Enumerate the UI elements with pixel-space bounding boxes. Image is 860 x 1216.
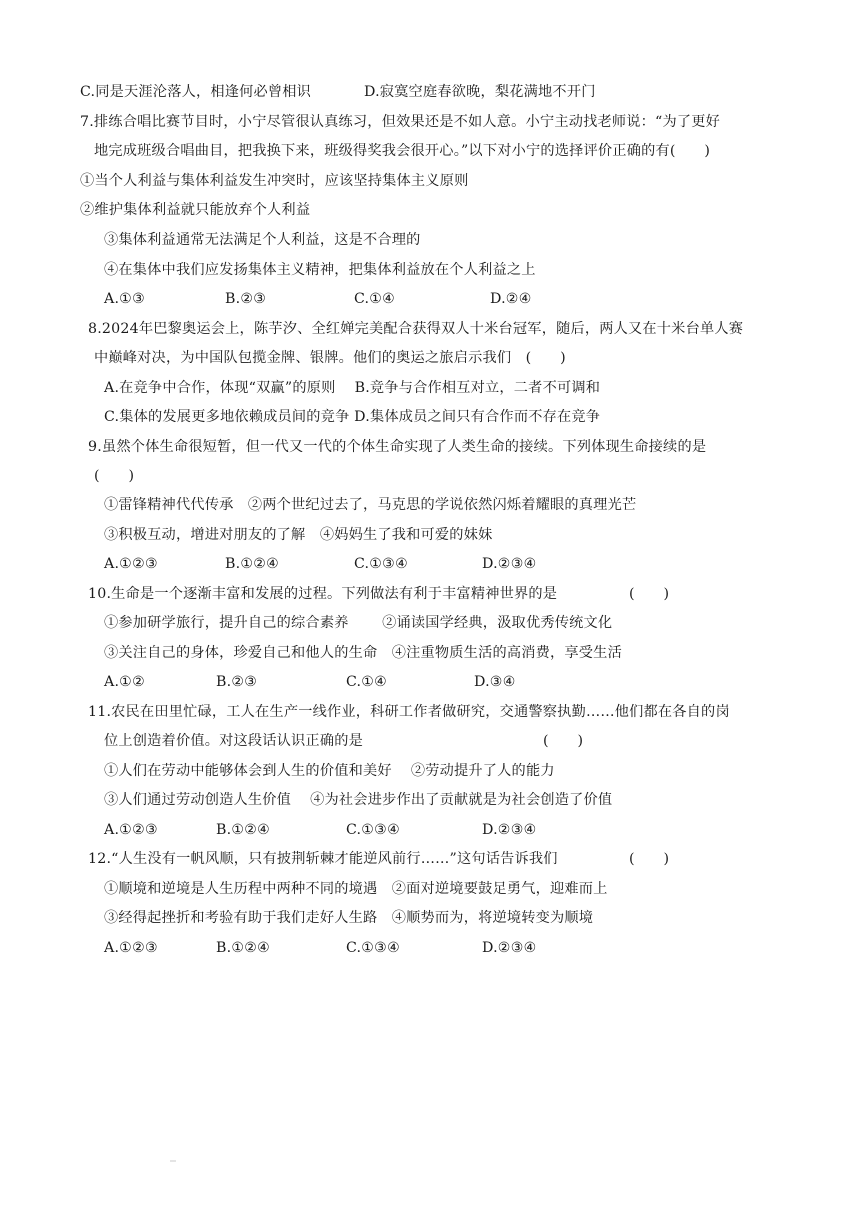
answer-option-a: A.①②③ xyxy=(104,556,158,572)
statement-item: ③集体利益通常无法满足个人利益，这是不合理的 xyxy=(104,232,421,248)
question-stem: 10.生命是一个逐渐丰富和发展的过程。下列做法有利于丰富精神世界的是 xyxy=(88,586,558,602)
answer-option-c: C.①④ xyxy=(354,291,396,307)
answer-option-b: B.②③ xyxy=(216,674,258,690)
answer-option-b: B.①②④ xyxy=(216,940,271,956)
statement-item: ①雷锋精神代代传承 ②两个世纪过去了，马克思的学说依然闪烁着耀眼的真理光芒 xyxy=(104,497,637,513)
statement-item: ②维护集体利益就只能放弃个人利益 xyxy=(80,202,311,218)
answer-option-a: A.①② xyxy=(104,674,145,690)
answer-option-line: A.在竞争中合作，体现“双赢”的原则 B.竞争与合作相互对立，二者不可调和 xyxy=(104,380,601,396)
answer-option-a: A.①②③ xyxy=(104,940,158,956)
statement-item: ③经得起挫折和考验有助于我们走好人生路 ④顺势而为，将逆境转变为顺境 xyxy=(104,910,594,926)
answer-option-line: C.集体的发展更多地依赖成员间的竞争 D.集体成员之间只有合作而不存在竞争 xyxy=(104,409,601,425)
statement-item: ③人们通过劳动创造人生价值 ④为社会进步作出了贡献就是为社会创造了价值 xyxy=(104,792,613,808)
statement-item: ④在集体中我们应发扬集体主义精神，把集体利益放在个人利益之上 xyxy=(104,262,536,278)
answer-bracket: ( ) xyxy=(543,733,584,749)
answer-option-b: B.①②④ xyxy=(216,822,271,838)
answer-option-c: C.①③④ xyxy=(354,556,409,572)
answer-option-d: D.②④ xyxy=(490,291,532,307)
answer-bracket: ( ) xyxy=(629,586,670,602)
answer-option-c: C.①③④ xyxy=(346,822,401,838)
answer-option-d: D.②③④ xyxy=(482,940,537,956)
statement-item: ①人们在劳动中能够体会到人生的价值和美好 ②劳动提升了人的能力 xyxy=(104,763,555,779)
answer-bracket: ( ) xyxy=(629,851,670,867)
statement-item: ①当个人利益与集体利益发生冲突时，应该坚持集体主义原则 xyxy=(80,173,469,189)
question-stem: 7.排练合唱比赛节目时，小宁尽管很认真练习，但效果还是不如人意。小宁主动找老师说：“为了更好 xyxy=(80,114,721,130)
answer-option-d: D.②③④ xyxy=(482,822,537,838)
option-d: D.寂寞空庭春欲晚，梨花满地不开门 xyxy=(364,84,596,100)
answer-option-d: D.③④ xyxy=(474,674,516,690)
question-stem: 12.“人生没有一帆风顺，只有披荆斩棘才能逆风前行……”这句话告诉我们 xyxy=(88,851,558,867)
answer-option-c: C.①③④ xyxy=(346,940,401,956)
answer-option-a: A.①②③ xyxy=(104,822,158,838)
option-c: C.同是天涯沦落人，相逢何必曾相识 xyxy=(80,84,312,100)
statement-item: ③关注自己的身体，珍爱自己和他人的生命 ④注重物质生活的高消费，享受生活 xyxy=(104,645,622,661)
question-stem: 中巅峰对决，为中国队包揽金牌、银牌。他们的奥运之旅启示我们 ( ) xyxy=(94,350,566,366)
question-stem: 地完成班级合唱曲目，把我换下来，班级得奖我会很开心。”以下对小宁的选择评价正确的有( ) xyxy=(94,143,711,159)
question-stem: 9.虽然个体生命很短暂，但一代又一代的个体生命实现了人类生命的接续。下列体现生命接续的是 xyxy=(88,439,707,455)
answer-option-a: A.①③ xyxy=(104,291,145,307)
statement-item: ①顺境和逆境是人生历程中两种不同的境遇 ②面对逆境要鼓足勇气，迎难而上 xyxy=(104,881,608,897)
answer-option-b: B.①②④ xyxy=(225,556,280,572)
statement-item: ③积极互动，增进对朋友的了解 ④妈妈生了我和可爱的妹妹 xyxy=(104,527,493,543)
answer-bracket: ( ) xyxy=(94,468,135,484)
statement-item: ①参加研学旅行，提升自己的综合素养 ②诵读国学经典，汲取优秀传统文化 xyxy=(104,615,613,631)
question-stem: 11.农民在田里忙碌，工人在生产一线作业，科研工作者做研究，交通警察执勤……他们都在各自的岗 xyxy=(88,704,730,720)
question-stem: 位上创造着价值。对这段话认识正确的是 xyxy=(104,733,363,749)
question-stem: 8.2024年巴黎奥运会上，陈芋汐、全红婵完美配合获得双人十米台冠军，随后，两人又在十米台单人赛 xyxy=(88,321,744,337)
answer-option-b: B.②③ xyxy=(225,291,267,307)
answer-option-d: D.②③④ xyxy=(482,556,537,572)
answer-option-c: C.①④ xyxy=(346,674,388,690)
scan-mark xyxy=(170,1160,176,1162)
